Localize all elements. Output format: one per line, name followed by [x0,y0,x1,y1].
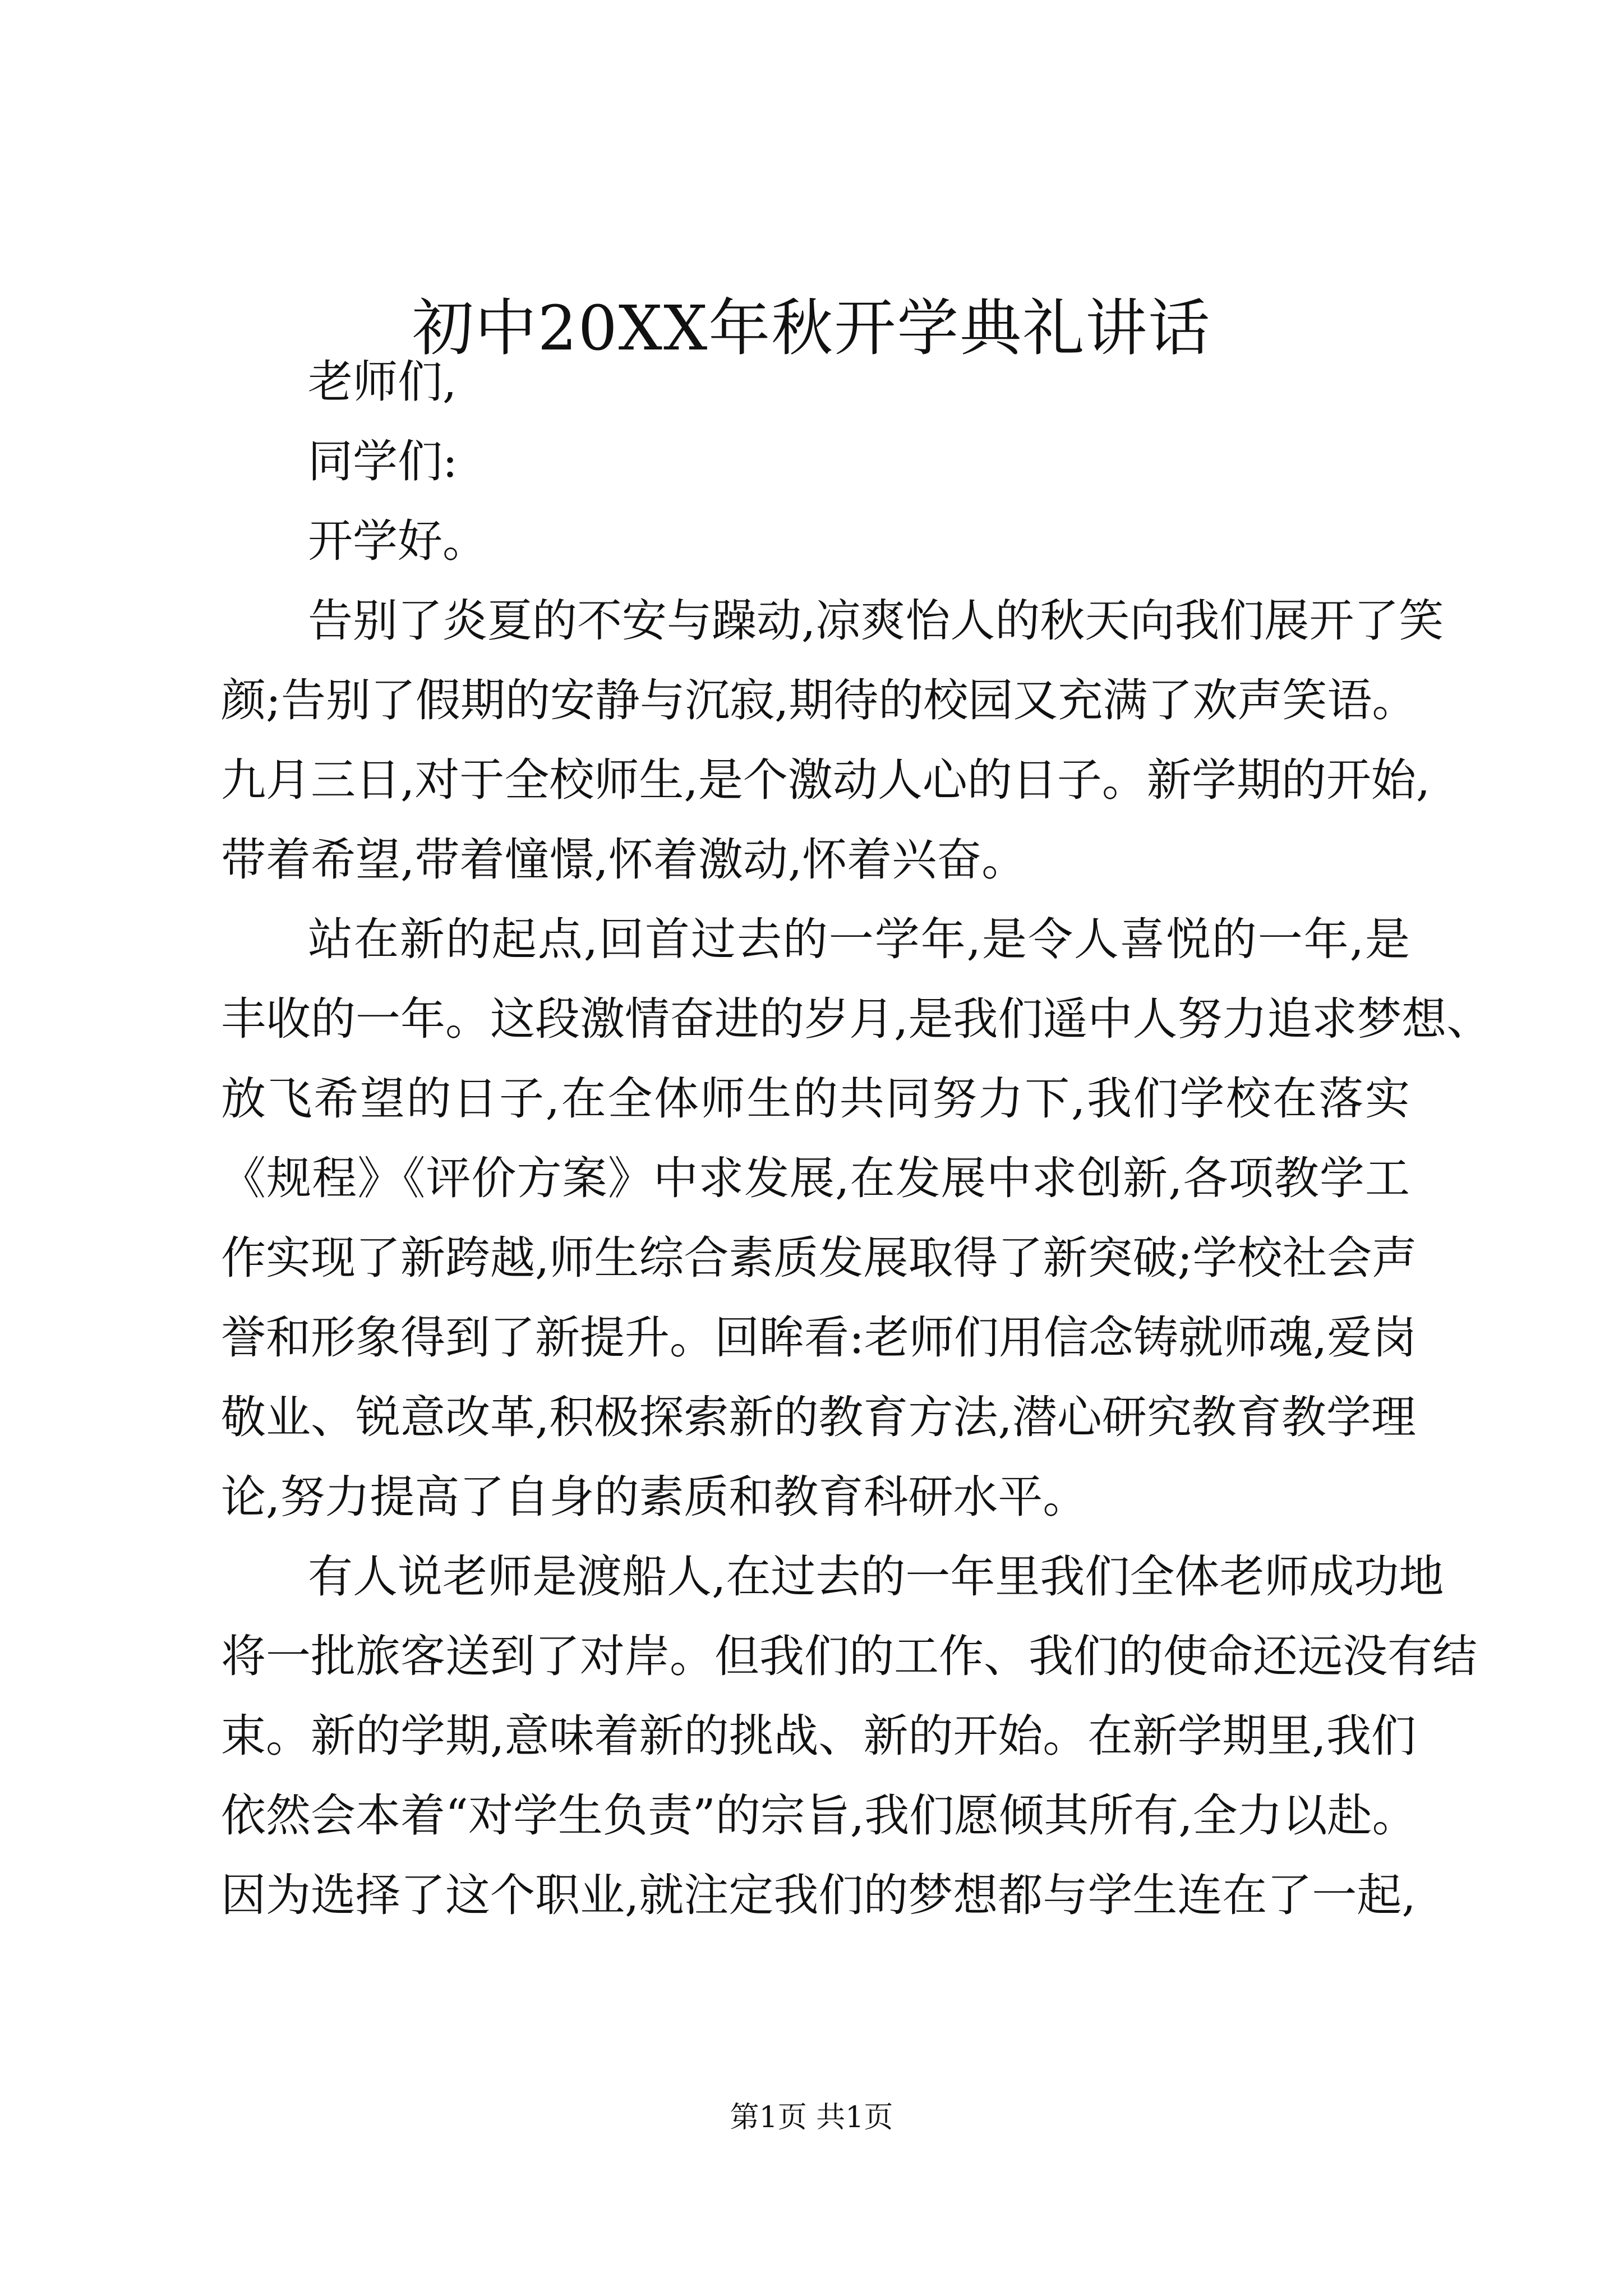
paragraph-line: 束。新的学期,意味着新的挑战、新的开始。在新学期里,我们 [221,1710,1416,1762]
paragraph-line: 论,努力提高了自身的素质和教育科研水平。 [221,1471,1088,1523]
paragraph-line: 九月三日,对于全校师生,是个激动人心的日子。新学期的开始, [221,754,1431,806]
paragraph-line: 《规程》《评价方案》中求发展,在发展中求创新,各项教学工 [221,1152,1410,1204]
paragraph-line: 带着希望,带着憧憬,怀着激动,怀着兴奋。 [221,834,1027,886]
document-title: 初中20XX年秋开学典礼讲话 [412,292,1211,364]
paragraph-line: 敬业、锐意改革,积极探索新的教育方法,潜心研究教育教学理 [221,1391,1416,1443]
paragraph-line: 作实现了新跨越,师生综合素质发展取得了新突破;学校社会声 [221,1232,1417,1284]
paragraph-line: 告别了炎夏的不安与躁动,凉爽怡人的秋天向我们展开了笑 [308,595,1444,647]
paragraph-line: 有人说老师是渡船人,在过去的一年里我们全体老师成功地 [308,1550,1444,1603]
paragraph-3 [221,1537,1477,1935]
paragraph-line: 丰收的一年。这段激情奋进的岁月,是我们遥中人努力追求梦想、 [221,993,1492,1045]
paragraph-line: 因为选择了这个职业,就注定我们的梦想都与学生连在了一起, [221,1869,1416,1921]
paragraph-line: 将一批旅客送到了对岸。但我们的工作、我们的使命还远没有结 [221,1630,1477,1682]
paragraph-line: 颜;告别了假期的安静与沉寂,期待的校园又充满了欢声笑语。 [221,674,1417,726]
salutation-students: 同学们: [308,435,458,487]
paragraph-line: 放飞希望的日子,在全体师生的共同努力下,我们学校在落实 [221,1073,1410,1125]
paragraph-line: 站在新的起点,回首过去的一学年,是令人喜悦的一年,是 [308,913,1410,965]
document-body [221,342,1492,1935]
salutation-teachers: 老师们, [308,356,457,408]
paragraph-line: 依然会本着“对学生负责”的宗旨,我们愿倾其所有,全力以赴。 [221,1789,1417,1842]
paragraph-1 [221,581,1444,900]
page-number-footer: 第1页 共1页 [730,2101,893,2134]
paragraph-2 [221,900,1492,1537]
paragraph-line: 誉和形象得到了新提升。回眸看:老师们用信念铸就师魂,爱岗 [221,1312,1417,1364]
greeting: 开学好。 [308,515,487,567]
